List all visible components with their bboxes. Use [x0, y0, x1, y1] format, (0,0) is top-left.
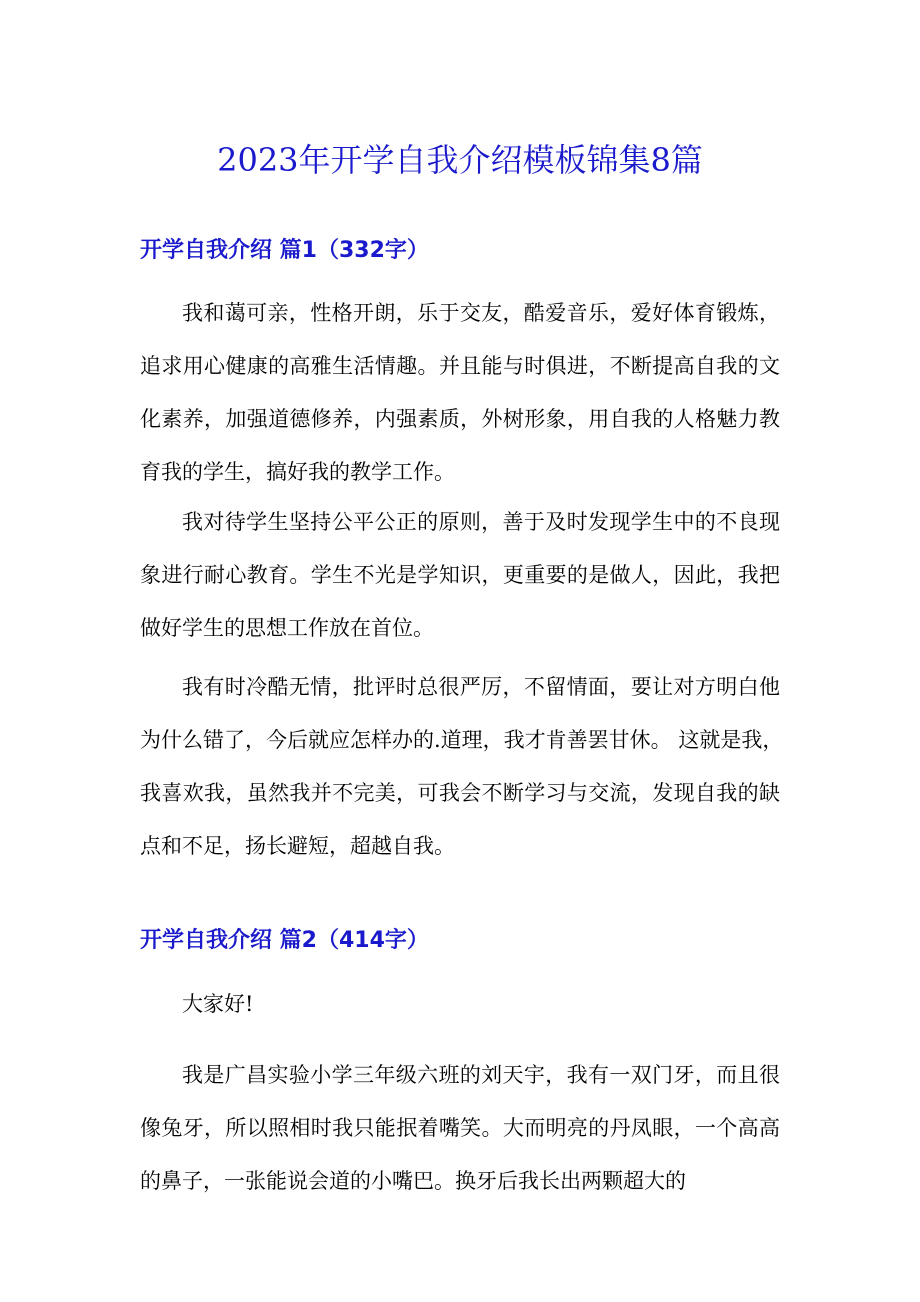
paragraph-2-1	[140, 978, 780, 1031]
paragraph-1-3	[140, 661, 784, 873]
paragraph-line: 点和不足，扬长避短，超越自我。	[140, 834, 455, 858]
paragraph-1-2	[140, 496, 780, 655]
paragraph-line: 育我的学生，搞好我的教学工作。	[140, 460, 455, 484]
paragraph-line: 我和蔼可亲，性格开朗，乐于交友，酷爱音乐，爱好体育锻炼，	[182, 301, 780, 325]
paragraph-line: 的鼻子，一张能说会道的小嘴巴。换牙后我长出两颗超大的	[140, 1169, 686, 1193]
paragraph-line: 做好学生的思想工作放在首位。	[140, 616, 434, 640]
paragraph-1-1	[140, 287, 780, 499]
paragraph-line: 大家好!	[182, 992, 254, 1016]
paragraph-2-2	[140, 1049, 780, 1208]
paragraph-line: 我有时冷酷无情，批评时总很严厉，不留情面，要让对方明白他	[182, 675, 780, 699]
paragraph-line: 我喜欢我，虽然我并不完美，可我会不断学习与交流，发现自我的缺	[140, 781, 780, 805]
paragraph-line: 我是广昌实验小学三年级六班的刘天宇，我有一双门牙，而且很	[182, 1063, 780, 1087]
document-title: 2023年开学自我介绍模板锦集8篇	[217, 141, 703, 179]
paragraph-line: 为什么错了，今后就应怎样办的.道理，我才肯善罢甘休。 这就是我，	[140, 728, 784, 752]
section-heading-1: 开学自我介绍 篇1（332字）	[140, 238, 429, 263]
section-heading-2: 开学自我介绍 篇2（414字）	[140, 928, 429, 953]
paragraph-line: 追求用心健康的高雅生活情趣。并且能与时俱进，不断提高自我的文	[140, 354, 780, 378]
paragraph-line: 象进行耐心教育。学生不光是学知识，更重要的是做人，因此，我把	[140, 563, 780, 587]
paragraph-line: 像兔牙，所以照相时我只能抿着嘴笑。大而明亮的丹凤眼，一个高高	[140, 1116, 780, 1140]
paragraph-line: 我对待学生坚持公平公正的原则，善于及时发现学生中的不良现	[182, 510, 780, 534]
paragraph-line: 化素养，加强道德修养，内强素质，外树形象，用自我的人格魅力教	[140, 407, 780, 431]
